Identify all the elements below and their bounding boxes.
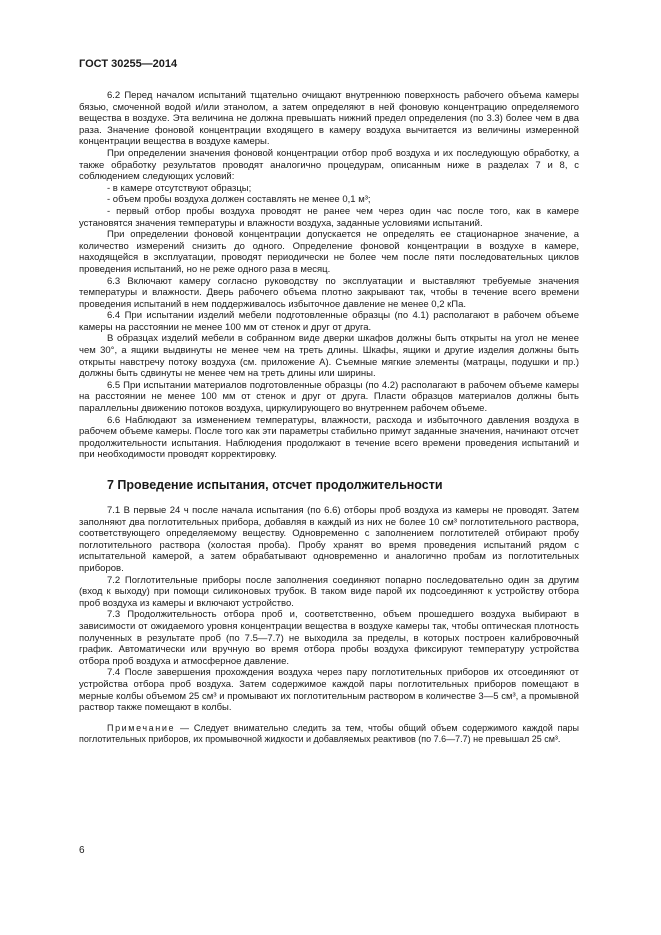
list-item: - первый отбор пробы воздуха проводят не ранее чем через один час после того, как в камере установятся значения температуры и влажности воздуха, заданные условиями испытаний. [79, 205, 579, 229]
note [79, 723, 579, 745]
paragraph-6-2: 6.2 Перед началом испытаний тщательно очищают внутреннюю поверхность рабочего объема камеры бязью, смоченной водой и/или этанолом, а затем определяют в ней фоновую концентрацию определяемого вещества в воздухе. Эта величина не должна превышать нижний предел определения (по 3.3) более чем в два раза. Значение фоновой концентрации входящего в камеру воздуха вычитается из величины измеренной концентрации вещества в воздухе камеры. [79, 90, 579, 148]
document-code: ГОСТ 30255—2014 [79, 58, 178, 70]
section-heading: 7 Проведение испытания, отсчет продолжительности [107, 478, 443, 492]
paragraph-background-measurement: При определении фоновой концентрации допускается не определять ее стационарное значение, а количество измерений снизить до одного. Определение фоновой концентрации в воздухе в камере, находящейся в эксплуатации, проводят периодически не более чем после пяти последовательных циклов проведения испытаний, но не реже одного раза в месяц. [79, 229, 579, 275]
list-item: - в камере отсутствуют образцы; [107, 182, 252, 194]
paragraph-7-1: 7.1 В первые 24 ч после начала испытания (по 6.6) отборы проб воздуха из камеры не проводят. Затем заполняют два поглотительных прибора, добавляя в каждый из них не более 10 см³ поглотительного раствора, соответствующего определяемому веществу. Одновременно с заполнением поглотителей отбирают пробу поглотительного раствора (холостая проба). Пробу хранят во время проведения испытаний рядом с испытательной камерой, а затем обрабатывают одновременно и аналогично пробам из поглотительных приборов. [79, 505, 579, 574]
paragraph-7-2: 7.2 Поглотительные приборы после заполнения соединяют попарно последовательно один за другим (вход к выходу) при помощи силиконовых трубок. В таком виде парой их подсоединяют к устройству отбора проб воздуха из камеры и включают устройство. [79, 574, 579, 609]
paragraph-6-4: 6.4 При испытании изделий мебели подготовленные образцы (по 4.1) располагают в рабочем объеме камеры на расстоянии не менее 100 мм от стенок и друг от друга. [79, 310, 579, 333]
paragraph-furniture-samples: В образцах изделий мебели в собранном виде дверки шкафов должны быть открыты на угол не менее чем 30°, а ящики выдвинуты не менее чем на треть длины. Шкафы, ящики и другие изделия должны быть открыты навстречу потоку воздуха (см. приложение А). Съемные мягкие элементы (матрацы, подушки и пр.) должны быть сдвинуты не менее чем на треть длины или ширины. [79, 333, 579, 380]
note-label: Примечание [107, 722, 176, 733]
paragraph-6-3: 6.3 Включают камеру согласно руководству по эксплуатации и выставляют требуемые значения температуры и влажности. Дверь рабочего объема плотно закрывают так, чтобы в течение всего времени проведения испытаний в нем поддерживалось избыточное давление не менее 0,2 кПа. [79, 275, 579, 310]
paragraph-6-6: 6.6 Наблюдают за изменением температуры, влажности, расхода и избыточного давления воздуха в рабочем объеме камеры. После того как эти параметры стабильно примут заданные значения, начинают отсчет продолжительности испытания. Наблюдения продолжают в течение всего времени проведения испытаний и при необходимости проводят корректировку. [79, 414, 579, 461]
page-body [79, 90, 579, 745]
page-number: 6 [79, 845, 85, 856]
paragraph-7-4: 7.4 После завершения прохождения воздуха через пару поглотительных приборов их отсоединяют от устройства отбора проб воздуха. Затем содержимое каждой пары поглотительных приборов помещают в мерные колбы объемом 25 см³ и промывают их поглотительным раствором в количестве 3—5 см³, а промывной раствор также помещают в колбы. [79, 667, 579, 714]
paragraph-6-5: 6.5 При испытании материалов подготовленные образцы (по 4.2) располагают в рабочем объеме камеры на расстоянии не менее 100 мм от стенок и друг от друга. Пласти образцов материалов должны быть параллельны движению потоков воздуха, циркулирующего во внутреннем рабочем объеме. [79, 379, 579, 415]
paragraph-background-conditions: При определении значения фоновой концентрации отбор проб воздуха и их последующую обработку, а также обработку результатов проводят аналогично процедурам, описанным ниже в разделах 7 и 8, с соблюдением следующих условий: [79, 147, 579, 183]
list-item: - объем пробы воздуха должен составлять не менее 0,1 м³; [107, 194, 371, 206]
paragraph-7-3: 7.3 Продолжительность отбора проб и, соответственно, объем прошедшего воздуха выбирают в зависимости от ожидаемого уровня концентрации вещества в воздухе камеры так, чтобы оптическая плотность полученных в результате проб (по 7.5—7.7) не выходила за пределы, в которых построен калибровочный график. Автоматически или вручную во время отбора пробы воздуха фиксируют температуру устройства отбора проб воздуха и атмосферное давление. [79, 609, 579, 667]
note-text: — Следует внимательно следить за тем, чтобы общий объем содержимого каждой пары поглотительных приборов, их промывочной жидкости и добавляемых реактивов (по 7.6—7.7) не превышал 25 см³. [79, 722, 579, 744]
